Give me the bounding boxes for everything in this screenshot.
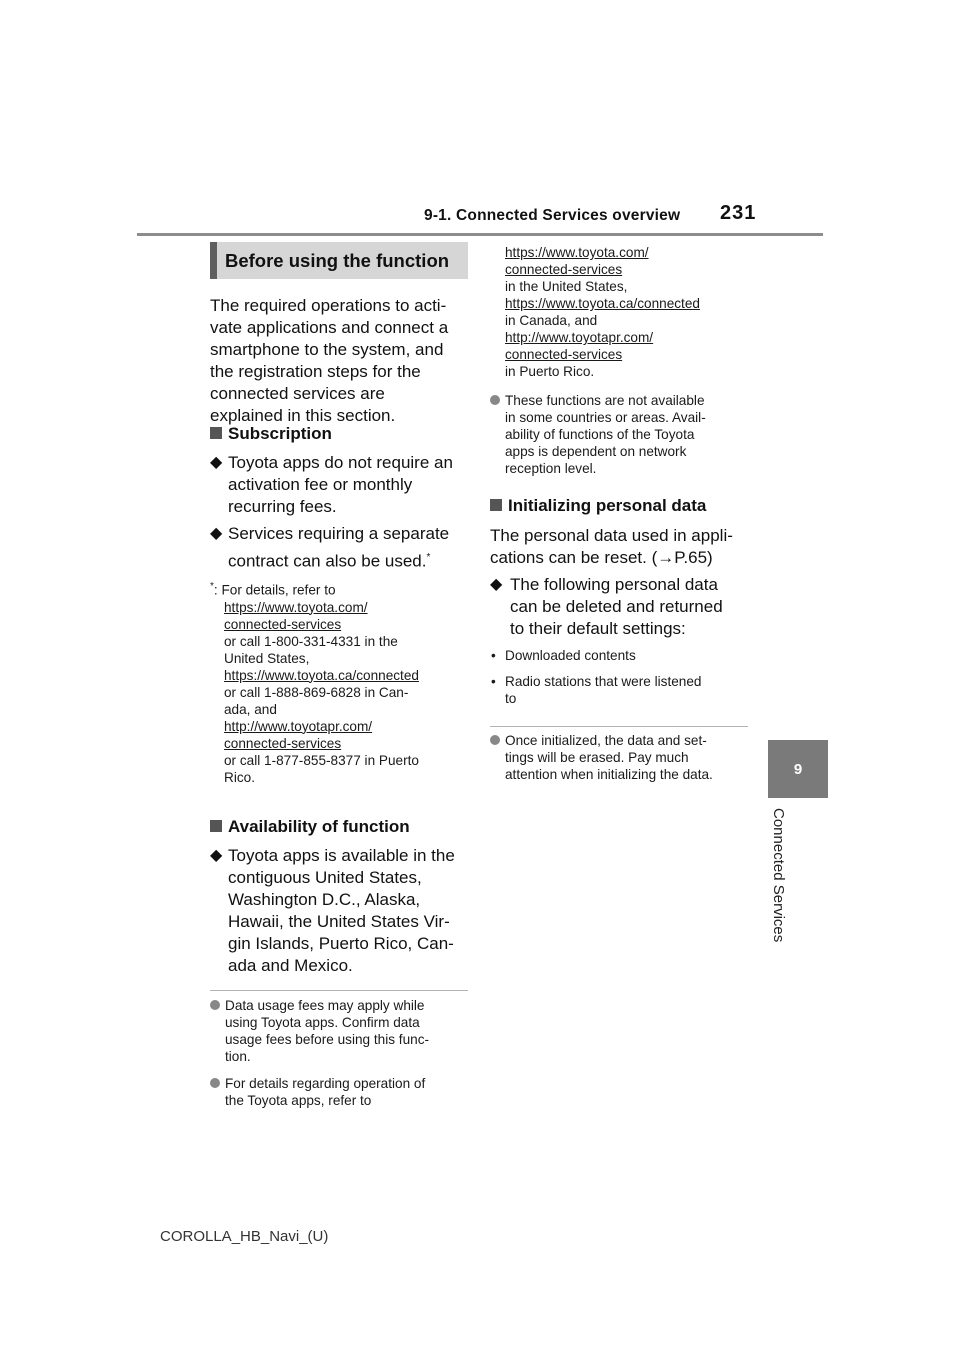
circle-bullet-icon: [210, 1000, 220, 1010]
text-line: in Puerto Rico.: [505, 364, 595, 379]
text-line: Services requiring a separate: [228, 524, 450, 543]
bullet-item: [210, 845, 472, 977]
text-line: smartphone to the system, and: [210, 340, 444, 359]
text-line: in Canada, and: [505, 313, 598, 328]
text-line: Toyota apps is available in the: [228, 846, 455, 865]
chapter-tab: [768, 740, 828, 798]
text-line: the Toyota apps, refer to: [225, 1093, 372, 1108]
text-line: Once initialized, the data and set-: [505, 733, 707, 748]
square-bullet-icon: [210, 820, 222, 832]
chapter-number: 9: [793, 760, 803, 778]
dot-bullet-icon: •: [491, 674, 496, 689]
diamond-bullet-icon: ◆: [210, 847, 223, 864]
subsection-heading-subscription: [210, 424, 332, 444]
text-line: These functions are not available: [505, 393, 705, 408]
text-line: The following personal data: [510, 575, 718, 594]
link-toyota-us[interactable]: https://www.toyota.com/: [224, 599, 368, 615]
link-toyota-ca[interactable]: https://www.toyota.ca/connected: [505, 296, 700, 311]
text-line: gin Islands, Puerto Rico, Can-: [228, 934, 454, 953]
circle-bullet-icon: [210, 1078, 220, 1088]
text-line: activation fee or monthly: [228, 475, 413, 494]
link-toyota-pr[interactable]: http://www.toyotapr.com/: [505, 330, 654, 345]
text-line: connected services are: [210, 384, 385, 403]
circle-bullet-icon: [490, 395, 500, 405]
text-line: apps is dependent on network: [505, 444, 687, 459]
initializing-intro: [490, 525, 755, 569]
subsection-heading-initializing: [490, 496, 706, 516]
subsection-heading-text: Availability of function: [228, 817, 410, 836]
note-item: [490, 392, 755, 477]
text-line: Data usage fees may apply while: [225, 998, 425, 1013]
bullet-item: [210, 452, 472, 518]
text-line: : For details, refer to: [213, 582, 336, 598]
subsection-heading-availability: [210, 817, 410, 837]
link-toyota-pr[interactable]: http://www.toyotapr.com/: [224, 718, 373, 734]
page-reference-link[interactable]: P.65): [674, 548, 713, 567]
section-heading-text: Before using the function: [225, 249, 450, 271]
text-line: or call 1-877-855-8377 in Puerto: [224, 752, 419, 768]
arrow-right-icon: →: [657, 548, 675, 567]
square-bullet-icon: [210, 427, 222, 439]
text-line: contiguous United States,: [228, 868, 422, 887]
text-line: United States,: [224, 650, 310, 666]
sub-list-item: [491, 647, 753, 664]
bullet-item: [210, 523, 472, 573]
chapter-label: Connected Services: [770, 808, 787, 943]
text-line: cations can be reset. (: [490, 548, 658, 567]
dot-bullet-icon: •: [491, 648, 496, 663]
footnote: [210, 578, 472, 786]
text-line: using Toyota apps. Confirm data: [225, 1015, 420, 1030]
document-footer: COROLLA_HB_Navi_(U): [160, 1228, 329, 1245]
text-line: can be deleted and returned: [510, 597, 723, 616]
note-item: [210, 997, 472, 1065]
text-line: ada, and: [224, 701, 277, 717]
note-item: [490, 732, 758, 783]
text-line: or call 1-800-331-4331 in the: [224, 633, 398, 649]
text-line: to: [505, 691, 517, 706]
chapter-side-label: [770, 808, 792, 968]
link-toyota-us[interactable]: connected-services: [505, 262, 623, 277]
text-line: tion.: [225, 1049, 251, 1064]
note-item: [210, 1075, 472, 1109]
text-line: ability of functions of the Toyota: [505, 427, 695, 442]
text-line: recurring fees.: [228, 497, 337, 516]
text-line: in some countries or areas. Avail-: [505, 410, 706, 425]
link-toyota-us[interactable]: https://www.toyota.com/: [505, 245, 649, 260]
diamond-bullet-icon: ◆: [210, 525, 223, 542]
footnote-mark: *: [426, 552, 431, 563]
text-line: Hawaii, the United States Vir-: [228, 912, 450, 931]
text-line: Toyota apps do not require an: [228, 453, 453, 472]
text-line: tings will be erased. Pay much: [505, 750, 689, 765]
circle-bullet-icon: [490, 735, 500, 745]
link-toyota-us[interactable]: connected-services: [224, 616, 342, 632]
subsection-heading-text: Initializing personal data: [508, 496, 707, 515]
bullet-item: [490, 574, 755, 640]
text-line: attention when initializing the data.: [505, 767, 713, 782]
text-line: Washington D.C., Alaska,: [228, 890, 421, 909]
text-line: explained in this section.: [210, 406, 396, 425]
header-rule: [137, 233, 823, 236]
link-toyota-ca[interactable]: https://www.toyota.ca/connected: [224, 667, 419, 683]
link-toyota-pr[interactable]: connected-services: [505, 347, 623, 362]
text-line: ada and Mexico.: [228, 956, 353, 975]
intro-paragraph: [210, 295, 472, 427]
note-continuation: [505, 244, 755, 380]
page-number: 231: [720, 202, 757, 224]
section-heading: [210, 242, 468, 279]
text-line: usage fees before using this func-: [225, 1032, 430, 1047]
text-line: For details regarding operation of: [225, 1076, 426, 1091]
running-header-title: 9-1. Connected Services overview: [424, 207, 681, 224]
text-line: Radio stations that were listened: [505, 674, 702, 689]
diamond-bullet-icon: ◆: [210, 454, 223, 471]
sub-list-item: [491, 673, 753, 707]
text-line: Rico.: [224, 769, 255, 785]
notes-divider: [490, 726, 748, 727]
text-line: The required operations to acti-: [210, 296, 447, 315]
text-line: in the United States,: [505, 279, 628, 294]
subsection-heading-text: Subscription: [228, 424, 332, 443]
text-line: vate applications and connect a: [210, 318, 449, 337]
text-line: the registration steps for the: [210, 362, 421, 381]
notes-divider: [210, 990, 468, 991]
text-line: contract can also be used.: [228, 551, 427, 571]
link-toyota-pr[interactable]: connected-services: [224, 735, 342, 751]
square-bullet-icon: [490, 499, 502, 511]
text-line: or call 1-888-869-6828 in Can-: [224, 684, 409, 700]
text-line: The personal data used in appli-: [490, 526, 733, 545]
footnote-mark: *: [210, 581, 214, 592]
text-line: Downloaded contents: [505, 648, 636, 663]
text-line: to their default settings:: [510, 619, 686, 638]
diamond-bullet-icon: ◆: [490, 576, 503, 593]
text-line: reception level.: [505, 461, 597, 476]
